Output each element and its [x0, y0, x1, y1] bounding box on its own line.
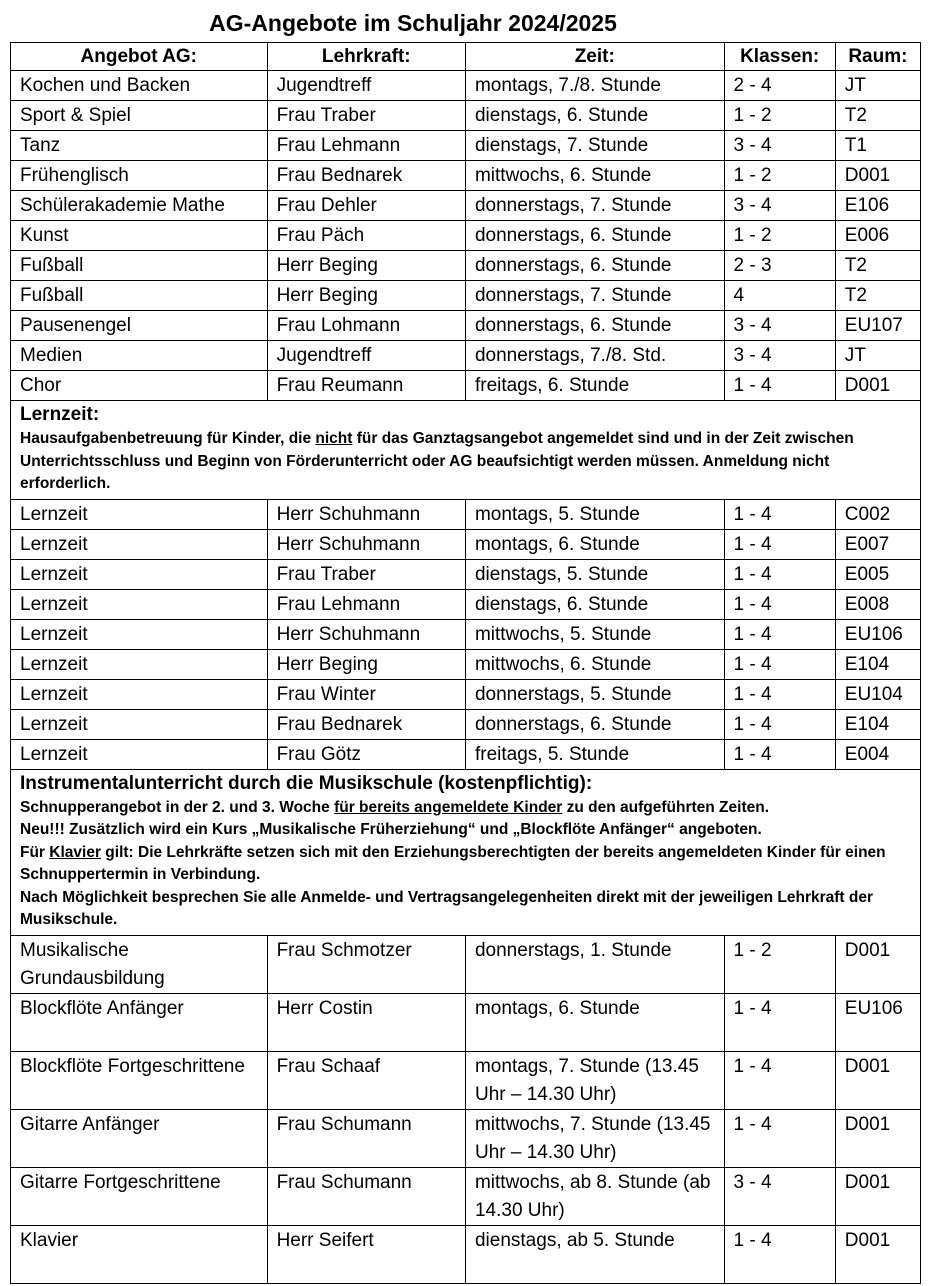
cell-raum: E104	[835, 709, 920, 739]
cell-klassen: 1 - 4	[724, 1225, 835, 1283]
cell-zeit: dienstags, 7. Stunde	[465, 131, 724, 161]
cell-angebot: Gitarre Anfänger	[11, 1109, 268, 1167]
cell-zeit: donnerstags, 6. Stunde	[465, 311, 724, 341]
cell-angebot: Frühenglisch	[11, 161, 268, 191]
lernzeit-text-part: für das Ganztagsangebot angemeldet sind und in der Zeit zwischen Unterrichtsschluss und Beginn von Förderunterricht oder AG beaufsichtigt werden müssen. Anmeldung nicht erforderlich.	[20, 430, 854, 492]
table-row	[11, 739, 921, 769]
cell-zeit: donnerstags, 5. Stunde	[465, 679, 724, 709]
cell-klassen: 1 - 4	[724, 619, 835, 649]
cell-klassen: 1 - 4	[724, 589, 835, 619]
cell-angebot: Musikalische Grundausbildung	[11, 935, 268, 993]
cell-raum: T2	[835, 101, 920, 131]
table-row	[11, 191, 921, 221]
cell-raum: E004	[835, 739, 920, 769]
ag-rows	[11, 71, 921, 401]
cell-angebot: Lernzeit	[11, 559, 268, 589]
cell-zeit: dienstags, 6. Stunde	[465, 589, 724, 619]
table-row	[11, 221, 921, 251]
cell-lehrkraft: Herr Seifert	[267, 1225, 465, 1283]
musik-section-row	[11, 769, 921, 935]
cell-lehrkraft: Herr Costin	[267, 993, 465, 1051]
musik-text-part: Für	[20, 843, 50, 861]
lernzeit-text-part: Hausaufgabenbetreuung für Kinder, die	[20, 430, 316, 447]
cell-zeit: freitags, 6. Stunde	[465, 371, 724, 401]
cell-klassen: 1 - 4	[724, 709, 835, 739]
cell-klassen: 1 - 2	[724, 161, 835, 191]
cell-raum: JT	[835, 71, 920, 101]
cell-zeit: mittwochs, ab 8. Stunde (ab 14.30 Uhr)	[465, 1167, 724, 1225]
cell-lehrkraft: Herr Schuhmann	[267, 499, 465, 529]
cell-klassen: 3 - 4	[724, 311, 835, 341]
cell-zeit: donnerstags, 6. Stunde	[465, 221, 724, 251]
cell-raum: EU107	[835, 311, 920, 341]
cell-klassen: 1 - 4	[724, 559, 835, 589]
lernzeit-rows	[11, 499, 921, 769]
cell-klassen: 1 - 4	[724, 739, 835, 769]
cell-lehrkraft: Frau Bednarek	[267, 709, 465, 739]
cell-klassen: 1 - 4	[724, 529, 835, 559]
cell-angebot: Lernzeit	[11, 679, 268, 709]
page-title: AG-Angebote im Schuljahr 2024/2025	[209, 10, 617, 36]
header-klassen: Klassen:	[724, 43, 835, 71]
cell-lehrkraft: Herr Schuhmann	[267, 529, 465, 559]
musik-paragraph-2: Neu!!! Zusätzlich wird ein Kurs „Musikalische Früherziehung“ und „Blockflöte Anfänger“ angeboten.	[20, 821, 762, 838]
cell-zeit: donnerstags, 6. Stunde	[465, 251, 724, 281]
cell-raum: E104	[835, 649, 920, 679]
cell-zeit: montags, 7./8. Stunde	[465, 71, 724, 101]
cell-raum: EU104	[835, 679, 920, 709]
musik-rows	[11, 935, 921, 1283]
cell-angebot: Klavier	[11, 1225, 268, 1283]
cell-zeit: dienstags, 5. Stunde	[465, 559, 724, 589]
musik-title: Instrumentalunterricht durch die Musikschule (kostenpflichtig):	[20, 772, 593, 794]
cell-lehrkraft: Frau Schmotzer	[267, 935, 465, 993]
cell-zeit: donnerstags, 1. Stunde	[465, 935, 724, 993]
table-row	[11, 371, 921, 401]
cell-raum: E008	[835, 589, 920, 619]
cell-lehrkraft: Frau Traber	[267, 101, 465, 131]
cell-zeit: dienstags, ab 5. Stunde	[465, 1225, 724, 1283]
table-row	[11, 311, 921, 341]
header-zeit: Zeit:	[465, 43, 724, 71]
ag-table	[10, 42, 921, 1284]
cell-raum: D001	[835, 1225, 920, 1283]
musik-text-part: Schnupperangebot in der 2. und 3. Woche	[20, 798, 335, 816]
table-row	[11, 341, 921, 371]
musik-text-underlined: für bereits angemeldete Kinder	[334, 798, 563, 816]
header-row	[11, 43, 921, 71]
cell-angebot: Sport & Spiel	[11, 101, 268, 131]
cell-klassen: 1 - 4	[724, 371, 835, 401]
cell-raum: D001	[835, 371, 920, 401]
cell-zeit: donnerstags, 7. Stunde	[465, 281, 724, 311]
header-angebot: Angebot AG:	[11, 43, 268, 71]
cell-raum: D001	[835, 935, 920, 993]
cell-zeit: montags, 7. Stunde (13.45 Uhr – 14.30 Uhr)	[465, 1051, 724, 1109]
cell-raum: EU106	[835, 993, 920, 1051]
cell-zeit: donnerstags, 7./8. Std.	[465, 341, 724, 371]
lernzeit-text-underlined: nicht	[315, 430, 353, 447]
cell-raum: D001	[835, 161, 920, 191]
cell-angebot: Lernzeit	[11, 739, 268, 769]
cell-klassen: 1 - 4	[724, 1109, 835, 1167]
cell-lehrkraft: Frau Reumann	[267, 371, 465, 401]
cell-raum: D001	[835, 1051, 920, 1109]
cell-raum: E006	[835, 221, 920, 251]
cell-zeit: montags, 5. Stunde	[465, 499, 724, 529]
cell-klassen: 3 - 4	[724, 1167, 835, 1225]
cell-zeit: mittwochs, 6. Stunde	[465, 649, 724, 679]
table-row	[11, 559, 921, 589]
table-row	[11, 161, 921, 191]
cell-klassen: 3 - 4	[724, 191, 835, 221]
table-row	[11, 499, 921, 529]
cell-klassen: 3 - 4	[724, 131, 835, 161]
musik-paragraph-1	[20, 797, 911, 820]
cell-klassen: 1 - 2	[724, 935, 835, 993]
cell-lehrkraft: Frau Dehler	[267, 191, 465, 221]
cell-lehrkraft: Frau Traber	[267, 559, 465, 589]
table-row	[11, 529, 921, 559]
musik-paragraph-4: Nach Möglichkeit besprechen Sie alle Anmelde- und Vertragsangelegenheiten direkt mit der jeweiligen Lehrkraft der Musikschule.	[20, 888, 874, 928]
cell-raum: E106	[835, 191, 920, 221]
cell-klassen: 4	[724, 281, 835, 311]
cell-lehrkraft: Frau Päch	[267, 221, 465, 251]
header-raum: Raum:	[835, 43, 920, 71]
table-row	[11, 71, 921, 101]
table-row	[11, 1109, 921, 1167]
cell-angebot: Gitarre Fortgeschrittene	[11, 1167, 268, 1225]
cell-raum: T2	[835, 251, 920, 281]
table-row	[11, 935, 921, 993]
table-row	[11, 649, 921, 679]
cell-klassen: 2 - 3	[724, 251, 835, 281]
table-row	[11, 251, 921, 281]
cell-lehrkraft: Frau Götz	[267, 739, 465, 769]
lernzeit-section	[11, 401, 921, 500]
cell-angebot: Lernzeit	[11, 619, 268, 649]
cell-angebot: Tanz	[11, 131, 268, 161]
cell-raum: D001	[835, 1167, 920, 1225]
musik-text-part: gilt: Die Lehrkräfte setzen sich mit den Erziehungsberechtigten der bereits angemeldeten Kinder für einen Schnuppertermin in Verbindung.	[20, 843, 886, 883]
cell-lehrkraft: Frau Lehmann	[267, 589, 465, 619]
table-row	[11, 1225, 921, 1283]
cell-angebot: Fußball	[11, 281, 268, 311]
table-row	[11, 709, 921, 739]
cell-zeit: mittwochs, 7. Stunde (13.45 Uhr – 14.30 Uhr)	[465, 1109, 724, 1167]
table-row	[11, 679, 921, 709]
cell-klassen: 1 - 4	[724, 1051, 835, 1109]
cell-lehrkraft: Frau Schumann	[267, 1109, 465, 1167]
cell-klassen: 1 - 4	[724, 993, 835, 1051]
cell-klassen: 2 - 4	[724, 71, 835, 101]
cell-lehrkraft: Jugendtreff	[267, 71, 465, 101]
cell-raum: JT	[835, 341, 920, 371]
cell-raum: E007	[835, 529, 920, 559]
cell-zeit: montags, 6. Stunde	[465, 993, 724, 1051]
cell-lehrkraft: Herr Beging	[267, 649, 465, 679]
cell-angebot: Medien	[11, 341, 268, 371]
musik-paragraph-3	[20, 842, 911, 887]
cell-zeit: dienstags, 6. Stunde	[465, 101, 724, 131]
table-row	[11, 281, 921, 311]
cell-klassen: 1 - 4	[724, 679, 835, 709]
cell-angebot: Lernzeit	[11, 529, 268, 559]
cell-lehrkraft: Frau Lehmann	[267, 131, 465, 161]
cell-raum: T2	[835, 281, 920, 311]
table-row	[11, 589, 921, 619]
table-row	[11, 993, 921, 1051]
cell-lehrkraft: Herr Beging	[267, 281, 465, 311]
musik-text-part: zu den aufgeführten Zeiten.	[562, 798, 769, 816]
cell-angebot: Lernzeit	[11, 589, 268, 619]
musik-text-underlined: Klavier	[49, 843, 101, 861]
cell-angebot: Lernzeit	[11, 649, 268, 679]
cell-angebot: Pausenengel	[11, 311, 268, 341]
cell-klassen: 1 - 2	[724, 101, 835, 131]
cell-angebot: Fußball	[11, 251, 268, 281]
cell-klassen: 1 - 4	[724, 649, 835, 679]
cell-raum: D001	[835, 1109, 920, 1167]
cell-lehrkraft: Herr Beging	[267, 251, 465, 281]
lernzeit-section-row	[11, 401, 921, 500]
cell-lehrkraft: Frau Lohmann	[267, 311, 465, 341]
musik-section	[11, 769, 921, 935]
table-row	[11, 101, 921, 131]
cell-lehrkraft: Frau Bednarek	[267, 161, 465, 191]
table-row	[11, 619, 921, 649]
lernzeit-description	[20, 428, 911, 496]
cell-klassen: 1 - 4	[724, 499, 835, 529]
cell-raum: EU106	[835, 619, 920, 649]
cell-lehrkraft: Frau Winter	[267, 679, 465, 709]
cell-klassen: 3 - 4	[724, 341, 835, 371]
cell-klassen: 1 - 2	[724, 221, 835, 251]
table-row	[11, 131, 921, 161]
cell-angebot: Chor	[11, 371, 268, 401]
cell-zeit: donnerstags, 6. Stunde	[465, 709, 724, 739]
lernzeit-title: Lernzeit:	[20, 404, 100, 425]
cell-zeit: donnerstags, 7. Stunde	[465, 191, 724, 221]
cell-angebot: Kochen und Backen	[11, 71, 268, 101]
cell-angebot: Lernzeit	[11, 709, 268, 739]
cell-angebot: Lernzeit	[11, 499, 268, 529]
header-lehrkraft: Lehrkraft:	[267, 43, 465, 71]
table-row	[11, 1167, 921, 1225]
cell-lehrkraft: Herr Schuhmann	[267, 619, 465, 649]
cell-raum: T1	[835, 131, 920, 161]
cell-lehrkraft: Frau Schumann	[267, 1167, 465, 1225]
cell-zeit: mittwochs, 5. Stunde	[465, 619, 724, 649]
cell-zeit: montags, 6. Stunde	[465, 529, 724, 559]
cell-angebot: Kunst	[11, 221, 268, 251]
cell-zeit: freitags, 5. Stunde	[465, 739, 724, 769]
cell-lehrkraft: Jugendtreff	[267, 341, 465, 371]
cell-raum: C002	[835, 499, 920, 529]
cell-lehrkraft: Frau Schaaf	[267, 1051, 465, 1109]
cell-angebot: Schülerakademie Mathe	[11, 191, 268, 221]
cell-raum: E005	[835, 559, 920, 589]
table-row	[11, 1051, 921, 1109]
cell-angebot: Blockflöte Fortgeschrittene	[11, 1051, 268, 1109]
cell-angebot: Blockflöte Anfänger	[11, 993, 268, 1051]
cell-zeit: mittwochs, 6. Stunde	[465, 161, 724, 191]
